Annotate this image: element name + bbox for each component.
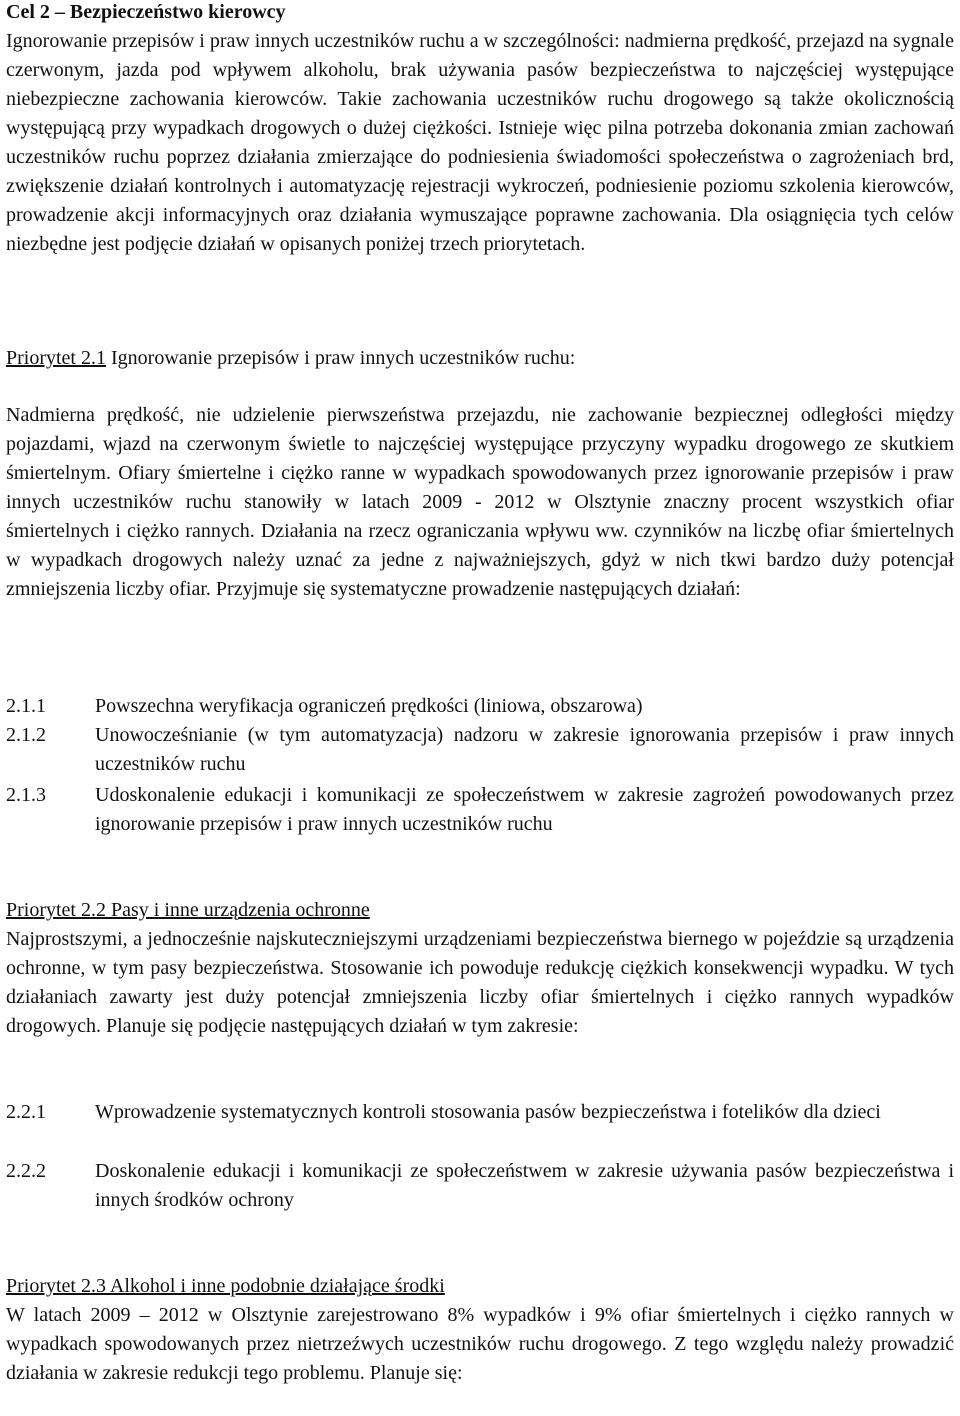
priority-2-3-body: W latach 2009 – 2012 w Olsztynie zarejestrowano 8% wypadków i 9% ofiar śmiertelnych i ciężko rannych w wypadkach spowodowanych przez nietrzeźwych uczestników ruchu drogowego. Z tego względu należy prowadzić działania w zakresie redukcji tego problemu. Planuje się: [6,1304,954,1384]
list-item-number: 2.2.1 [6,1101,46,1123]
priority-2-1-rest: Ignorowanie przepisów i praw innych uczestników ruchu: [106,347,576,369]
priority-2-1-body: Nadmierna prędkość, nie udzielenie pierwszeństwa przejazdu, nie zachowanie bezpiecznej odległości między pojazdami, wjazd na czerwonym świetle to najczęściej występujące przyczyny wypadku drogowego ze skutkiem śmiertelnym. Ofiary śmiertelne i ciężko ranne w wypadkach spowodowanych przez ignorowanie przepisów i praw innych uczestników ruchu stanowiły w latach 2009 - 2012 w Olsztynie znaczny procent wszystkich ofiar śmiertelnych i ciężko rannych. Działania na rzecz ograniczania wpływu ww. czynników na liczbę ofiar śmiertelnych w wypadkach drogowych należy uznać za jedne z najważniejszych, gdyż w nich tkwi bardzo duży potencjał zmniejszenia liczby ofiar. Przyjmuje się systematyczne prowadzenie następujących działań: [6,404,954,600]
list-item-number: 2.1.2 [6,724,46,746]
priority-2-3-title: Priorytet 2.3 Alkohol i inne podobnie działające środki [6,1275,445,1297]
list-item-number: 2.1.1 [6,695,46,717]
priority-2-2-title: Priorytet 2.2 Pasy i inne urządzenia ochronne [6,899,370,921]
priority-2-1-label: Priorytet 2.1 [6,347,106,369]
list-item-text: Doskonalenie edukacji i komunikacji ze społeczeństwem w zakresie używania pasów bezpieczeństwa i innych środków ochrony [95,1160,954,1211]
list-item-2-1-1 [6,692,954,721]
list-item-2-1-2 [6,721,954,779]
intro-paragraph: Ignorowanie przepisów i praw innych uczestników ruchu a w szczególności: nadmierna prędkość, przejazd na sygnale czerwonym, jazda pod wpływem alkoholu, brak używania pasów bezpieczeństwa to najczęściej występujące niebezpieczne zachowania kierowców. Takie zachowania uczestników ruchu drogowego są także okolicznością występującą przy wypadkach drogowych o dużej ciężkości. Istnieje więc pilna potrzeba dokonania zmian zachowań uczestników ruchu poprzez działania zmierzające do podniesienia świadomości społeczeństwa o zagrożeniach brd, zwiększenie działań kontrolnych i automatyzację rejestracji wykroczeń, podniesienie poziomu szkolenia kierowców, prowadzenie akcji informacyjnych oraz działania wymuszające poprawne zachowania. Dla osiągnięcia tych celów niezbędne jest podjęcie działań w opisanych poniżej trzech priorytetach. [6,30,954,255]
list-item-text: Powszechna weryfikacja ograniczeń prędkości (liniowa, obszarowa) [95,695,643,717]
list-item-text: Wprowadzenie systematycznych kontroli stosowania pasów bezpieczeństwa i fotelików dla dzieci [95,1101,881,1123]
list-item-text: Unowocześnianie (w tym automatyzacja) nadzoru w zakresie ignorowania przepisów i praw innych uczestników ruchu [95,724,954,775]
section-heading: Cel 2 – Bezpieczeństwo kierowcy [6,1,286,23]
list-item-number: 2.1.3 [6,784,46,806]
list-item-2-2-2 [6,1157,954,1215]
list-item-number: 2.2.2 [6,1160,46,1182]
list-item-text: Udoskonalenie edukacji i komunikacji ze społeczeństwem w zakresie zagrożeń powodowanych przez ignorowanie przepisów i praw innych uczestników ruchu [95,784,954,835]
priority-2-1-title [6,344,954,373]
list-item-2-2-1 [6,1098,954,1127]
priority-2-2-body: Najprostszymi, a jednocześnie najskuteczniejszymi urządzeniami bezpieczeństwa biernego w pojeździe są urządzenia ochronne, w tym pasy bezpieczeństwa. Stosowanie ich powoduje redukcję ciężkich konsekwencji wypadku. W tych działaniach zawarty jest duży potencjał zmniejszenia liczby ofiar śmiertelnych i ciężko rannych wypadków drogowych. Planuje się podjęcie następujących działań w tym zakresie: [6,928,954,1037]
list-item-2-1-3 [6,781,954,839]
